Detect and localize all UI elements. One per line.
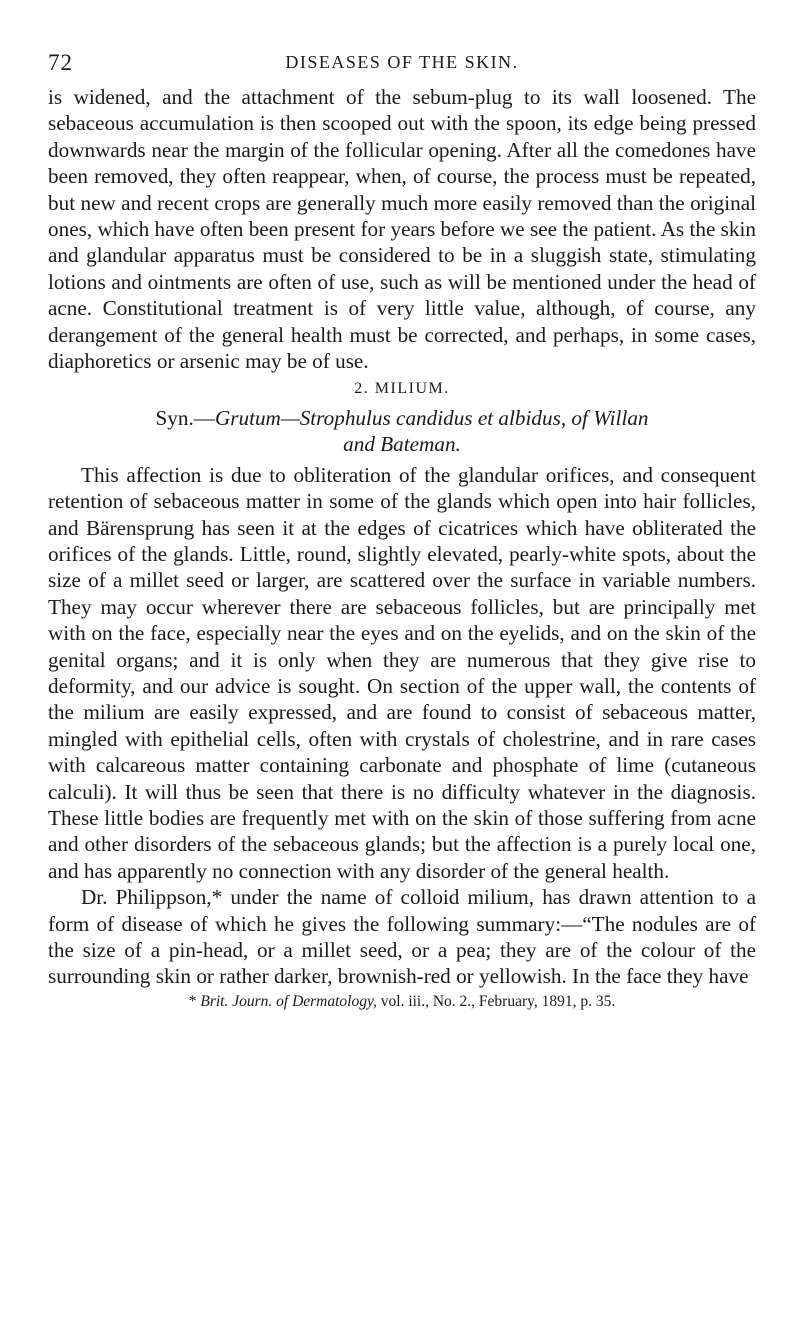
synonyms-italic-1: Grutum—Strophulus candidus et albidus, of Willan <box>214 405 649 430</box>
page-header <box>48 50 756 84</box>
footnote-details: vol. iii., No. 2., February, 1891, p. 35. <box>376 992 616 1010</box>
footnote-marker: * <box>188 992 201 1010</box>
synonyms-line-1 <box>48 405 756 431</box>
footnote <box>48 992 756 1012</box>
section-title: 2. MILIUM. <box>354 380 450 398</box>
footnote-journal: Brit. Journ. of Dermatology, <box>200 992 377 1010</box>
running-head: DISEASES OF THE SKIN. <box>285 52 519 72</box>
synonyms-italic-2: and Bateman. <box>343 432 461 457</box>
paragraph-philippson: Dr. Philippson,* under the name of colloid milium, has drawn attention to a form of disease of which he gives the following summary:—“The nodules are of the size of a pin-head, or a millet seed, or a pea; they are of the colour of the surrounding skin or rather darker, brownish-red or yellowish. In the face they have <box>48 885 756 989</box>
book-page <box>48 50 756 1012</box>
synonyms-prefix: Syn.— <box>155 405 215 430</box>
paragraph-continued: is widened, and the attachment of the sebum-plug to its wall loosened. The sebaceous accumulation is then scooped out with the spoon, its edge being pressed downwards near the margin of the follicular opening. After all the comedones have been removed, they often reappear, when, of course, the process must be repeated, but new and recent crops are generally much more easily removed than the original ones, which have often been present for years before we see the patient. As the skin and glandular apparatus must be considered to be in a sluggish state, stimulating lotions and ointments are often of use, such as will be mentioned under the head of acne. Constitutional treatment is of very little value, although, of course, any derangement of the general health must be corrected, and perhaps, in some cases, diaphoretics or arsenic may be of use. <box>48 85 756 374</box>
paragraph-milium-description: This affection is due to obliteration of the glandular orifices, and consequent retention of sebaceous matter in some of the glands which open into hair follicles, and Bärensprung has seen it at the edges of cicatrices which have obliterated the orifices of the glands. Little, round, slightly elevated, pearly-white spots, about the size of a millet seed or larger, are scattered over the surface in variable numbers. They may occur wherever there are sebaceous follicles, but are principally met with on the face, especially near the eyes and on the eyelids, and on the skin of the genital organs; and it is only when they are numerous that they give rise to deformity, and our advice is sought. On section of the upper wall, the contents of the milium are easily expressed, and are found to consist of sebaceous matter, mingled with epithelial cells, often with crystals of cholestrine, and in rare cases with calcareous matter containing carbonate and phosphate of lime (cutaneous calculi). It will thus be seen that there is no difficulty whatever in the diagnosis. These little bodies are frequently met with on the skin of those suffering from acne and other disorders of the sebaceous glands; but the affection is a purely local one, and has apparently no connection with any disorder of the general health. <box>48 462 756 883</box>
page-number: 72 <box>48 50 73 75</box>
synonyms <box>48 405 756 458</box>
